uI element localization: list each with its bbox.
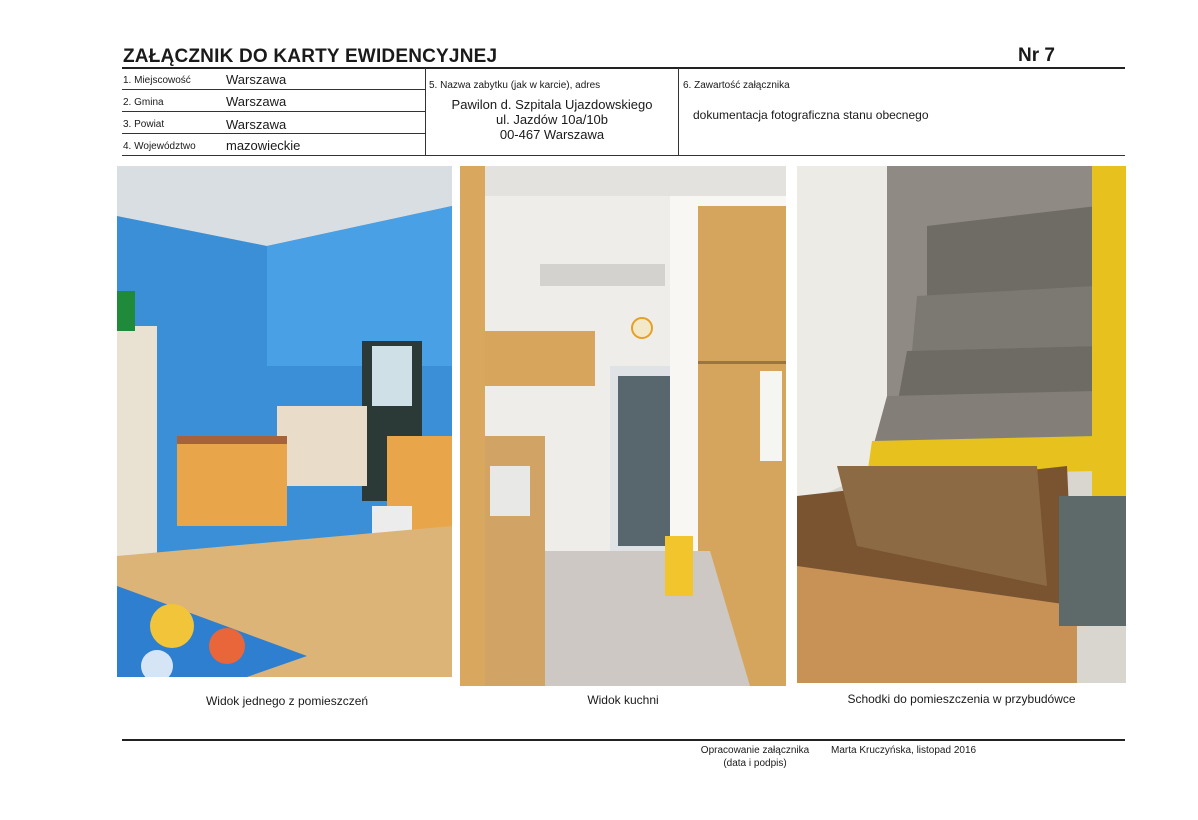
prepared-by-sub: (data i podpis) [723,758,787,769]
field-label-miejscowosc: 1. Miejscowość [123,75,191,86]
document-title: ZAŁĄCZNIK DO KARTY EWIDENCYJNEJ [123,46,498,67]
caption-room: Widok jednego z pomieszczeń [205,694,369,708]
contents-value: dokumentacja fotograficzna stanu obecnego [693,108,929,122]
footer-rule [122,739,1125,741]
caption-kitchen: Widok kuchni [587,693,659,707]
photo-kitchen [460,166,786,686]
field-label-gmina: 2. Gmina [123,97,164,108]
row-divider-2 [122,111,425,112]
field-label-powiat: 3. Powiat [123,119,165,130]
photo-room [117,166,452,677]
monument-street: ul. Jazdów 10a/10b [495,112,609,127]
monument-name: Pawilon d. Szpitala Ujazdowskiego [451,97,653,112]
column-divider-2 [678,68,679,156]
field-value-miejscowosc: Warszawa [226,72,287,87]
prepared-by-label: Opracowanie załącznika [700,745,810,756]
caption-stairs: Schodki do pomieszczenia w przybudówce [847,692,1076,706]
contents-label: 6. Zawartość załącznika [683,80,790,91]
field-value-gmina: Warszawa [226,94,287,109]
monument-city: 00-467 Warszawa [499,127,605,142]
header-rule [122,67,1125,69]
monument-label: 5. Nazwa zabytku (jak w karcie), adres [429,80,601,91]
field-value-powiat: Warszawa [226,117,287,132]
row-divider-3 [122,133,425,134]
field-value-wojewodztwo: mazowieckie [226,138,301,153]
attachment-number: Nr 7 [1018,45,1055,66]
row-divider-1 [122,89,425,90]
photo-stairs [797,166,1126,683]
author-signature: Marta Kruczyńska, listopad 2016 [831,745,977,756]
field-label-wojewodztwo: 4. Województwo [123,141,196,152]
table-bottom-rule [122,155,1125,156]
